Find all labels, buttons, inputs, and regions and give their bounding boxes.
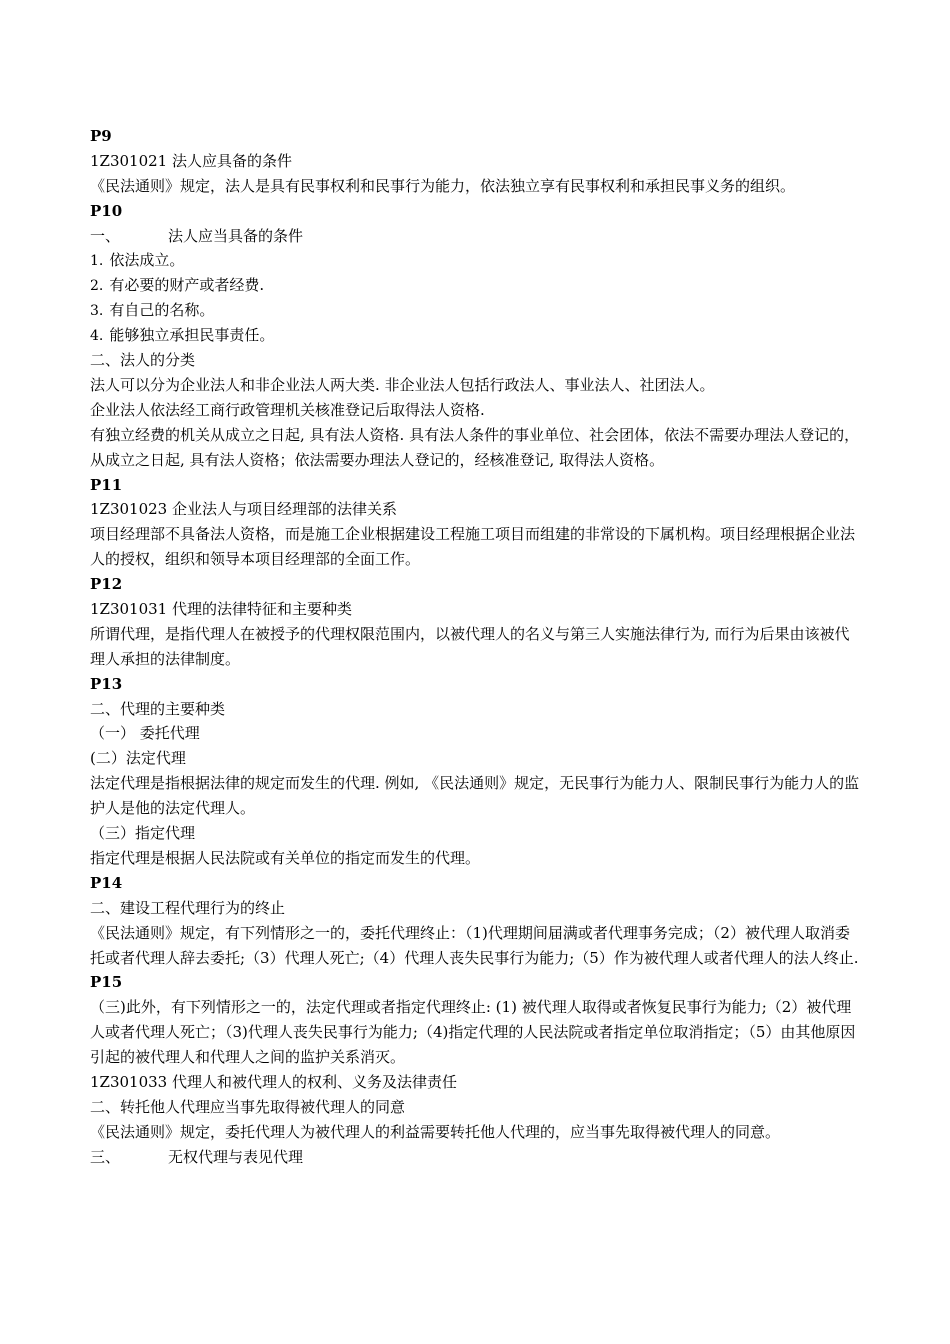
page-marker: P10 xyxy=(90,201,123,220)
paragraph: 《民法通则》规定，有下列情形之一的，委托代理终止：（1)代理期间届满或者代理事务完成；（2）被代理人取消委托或者代理人辞去委托;（3）代理人死亡;（4）代理人丧失民事行为能力;（5）作为被代理人或者代理人的法人终止. xyxy=(90,923,859,967)
page-marker: P9 xyxy=(90,127,112,145)
subheading-number: 一、 xyxy=(90,226,121,245)
list-number: 3. xyxy=(90,303,104,320)
section-heading: 1Z301023 企业法人与项目经理部的法律关系 xyxy=(90,500,397,519)
paragraph: 《民法通则》规定，法人是具有民事权利和民事行为能力，依法独立享有民事权利和承担民事义务的组织。 xyxy=(90,176,796,195)
list-item xyxy=(90,323,860,348)
subheading: 二、转托他人代理应当事先取得被代理人的同意 xyxy=(90,1097,406,1116)
subheading xyxy=(90,1145,860,1170)
subheading: （三）指定代理 xyxy=(90,824,196,843)
subheading: (二）法定代理 xyxy=(90,749,186,768)
paragraph: 法人可以分为企业法人和非企业法人两大类. 非企业法人包括行政法人、事业法人、社团法人。 xyxy=(90,375,715,394)
list-text: 能够独立承担民事责任。 xyxy=(109,326,275,345)
page-marker: P15 xyxy=(90,973,123,992)
list-number: 1. xyxy=(90,253,104,270)
list-item xyxy=(90,298,860,323)
list-text: 有自己的名称。 xyxy=(109,301,215,320)
paragraph: 法定代理是指根据法律的规定而发生的代理. 例如, 《民法通则》规定，无民事行为能力人、限制民事行为能力人的监护人是他的法定代理人。 xyxy=(90,774,860,818)
section-heading: 1Z301021 法人应具备的条件 xyxy=(90,151,292,170)
paragraph: 指定代理是根据人民法院或有关单位的指定而发生的代理。 xyxy=(90,848,481,867)
paragraph: （三)此外，有下列情形之一的，法定代理或者指定代理终止: (1) 被代理人取得或者恢复民事行为能力;（2）被代理人或者代理人死亡；（3)代理人丧失民事行为能力;（4)指定代理的人民法院或者指定单位取消指定；（5）由其他原因引起的被代理人和代理人之间的监护关系消灭。 xyxy=(90,998,856,1067)
section-heading: 1Z301031 代理的法律特征和主要种类 xyxy=(90,600,352,618)
page-marker: P13 xyxy=(90,674,123,693)
subheading xyxy=(90,224,860,249)
subheading-text: 法人应当具备的条件 xyxy=(168,226,304,245)
section-heading: 1Z301033 代理人和被代理人的权利、义务及法律责任 xyxy=(90,1073,457,1092)
list-item xyxy=(90,248,860,273)
paragraph: 项目经理部不具备法人资格，而是施工企业根据建设工程施工项目而组建的非常设的下属机构。项目经理根据企业法人的授权，组织和领导本项目经理部的全面工作。 xyxy=(90,525,856,569)
list-number: 4. xyxy=(90,328,104,345)
list-text: 依法成立。 xyxy=(109,251,185,270)
subheading: 二、法人的分类 xyxy=(90,351,196,370)
page-marker: P14 xyxy=(90,873,123,892)
subheading-number: 三、 xyxy=(90,1147,121,1166)
list-text: 有必要的财产或者经费. xyxy=(109,276,265,295)
subheading: 二、代理的主要种类 xyxy=(90,699,226,718)
list-number: 2. xyxy=(90,278,104,295)
list-item xyxy=(90,273,860,298)
page-marker: P12 xyxy=(90,575,123,594)
paragraph: 有独立经费的机关从成立之日起, 具有法人资格. 具有法人条件的事业单位、社会团体，依法不需要办理法人登记的，从成立之日起, 具有法人资格；依法需要办理法人登记的，经核准登记, 取得法人资格。 xyxy=(90,425,860,469)
subheading: （一） 委托代理 xyxy=(90,724,200,743)
subheading: 二、建设工程代理行为的终止 xyxy=(90,898,286,917)
paragraph: 《民法通则》规定，委托代理人为被代理人的利益需要转托他人代理的，应当事先取得被代理人的同意。 xyxy=(90,1122,781,1141)
subheading-text: 无权代理与表见代理 xyxy=(168,1147,304,1166)
page-marker: P11 xyxy=(90,475,123,494)
paragraph: 企业法人依法经工商行政管理机关核准登记后取得法人资格. xyxy=(90,400,485,419)
paragraph: 所谓代理，是指代理人在被授予的代理权限范围内，以被代理人的名义与第三人实施法律行为, 而行为后果由该被代理人承担的法律制度。 xyxy=(90,624,850,668)
document-page xyxy=(90,124,860,1170)
